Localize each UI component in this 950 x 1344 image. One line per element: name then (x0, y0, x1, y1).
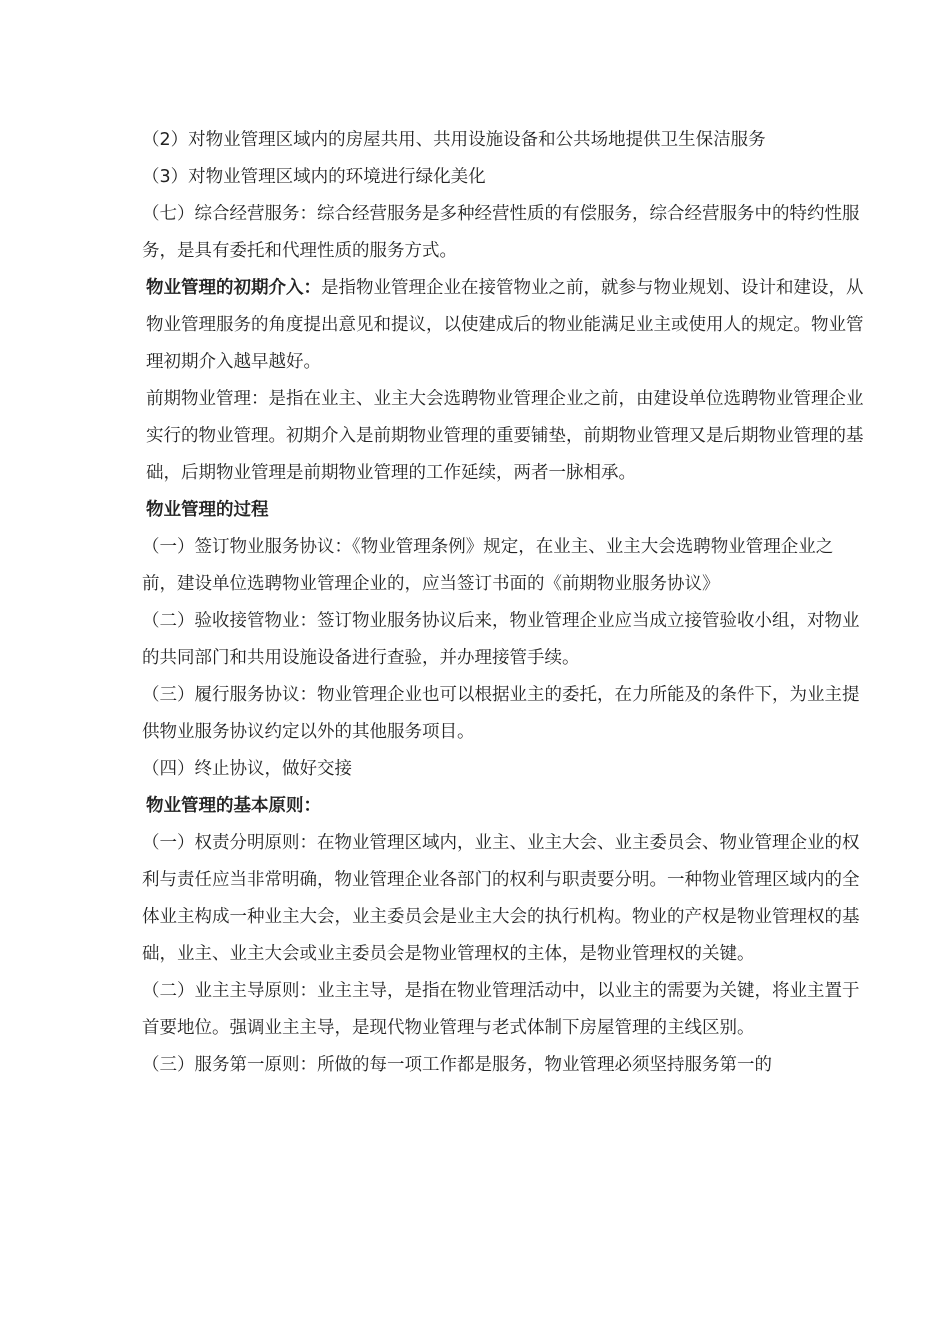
paragraph-fulfil-agreement: （三）履行服务协议：物业管理企业也可以根据业主的委托，在力所能及的条件下，为业主提供物业服务协议约定以外的其他服务项目。 (142, 685, 860, 742)
paragraph-terminate-agreement: （四）终止协议，做好交接 (142, 759, 352, 779)
paragraph-greening: （3）对物业管理区域内的环境进行绿化美化 (142, 167, 486, 187)
heading-basic-principles: 物业管理的基本原则： (146, 796, 321, 816)
paragraph-clear-rights: （一）权责分明原则：在物业管理区域内，业主、业主大会、业主委员会、物业管理企业的权利与责任应当非常明确，物业管理企业各部门的权利与职责要分明。一种物业管理区域内的全体业主构成一种业主大会，业主委员会是业主大会的执行机构。物业的产权是物业管理权的基础，业主、业主大会或业主委员会是物业管理权的主体，是物业管理权的关键。 (142, 833, 860, 964)
paragraph-cleaning-service: （2）对物业管理区域内的房屋共用、共用设施设备和公共场地提供卫生保洁服务 (142, 130, 766, 150)
paragraph-service-first: （三）服务第一原则：所做的每一项工作都是服务，物业管理必须坚持服务第一的 (142, 1055, 772, 1075)
paragraph-early-intervention: 物业管理的初期介入：是指物业管理企业在接管物业之前，就参与物业规划、设计和建设，从物业管理服务的角度提出意见和提议，以使建成后的物业能满足业主或使用人的规定。物业管理初期介入越早越好。 (146, 278, 864, 372)
term-early-intervention: 物业管理的初期介入： (146, 278, 321, 298)
document-page (142, 122, 866, 1084)
heading-management-process: 物业管理的过程 (146, 500, 269, 520)
paragraph-preliminary-management: 前期物业管理：是指在业主、业主大会选聘物业管理企业之前，由建设单位选聘物业管理企业实行的物业管理。初期介入是前期物业管理的重要铺垫，前期物业管理又是后期物业管理的基础，后期物业管理是前期物业管理的工作延续，两者一脉相承。 (146, 389, 864, 483)
paragraph-comprehensive-service: （七）综合经营服务：综合经营服务是多种经营性质的有偿服务，综合经营服务中的特约性服务，是具有委托和代理性质的服务方式。 (142, 204, 860, 261)
paragraph-sign-agreement: （一）签订物业服务协议：《物业管理条例》规定，在业主、业主大会选聘物业管理企业之前，建设单位选聘物业管理企业的，应当签订书面的《前期物业服务协议》 (142, 537, 834, 594)
paragraph-accept-property: （二）验收接管物业：签订物业服务协议后来，物业管理企业应当成立接管验收小组，对物业的共同部门和共用设施设备进行查验，并办理接管手续。 (142, 611, 860, 668)
paragraph-owner-led: （二）业主主导原则：业主主导，是指在物业管理活动中，以业主的需要为关键，将业主置于首要地位。强调业主主导，是现代物业管理与老式体制下房屋管理的主线区别。 (142, 981, 860, 1038)
